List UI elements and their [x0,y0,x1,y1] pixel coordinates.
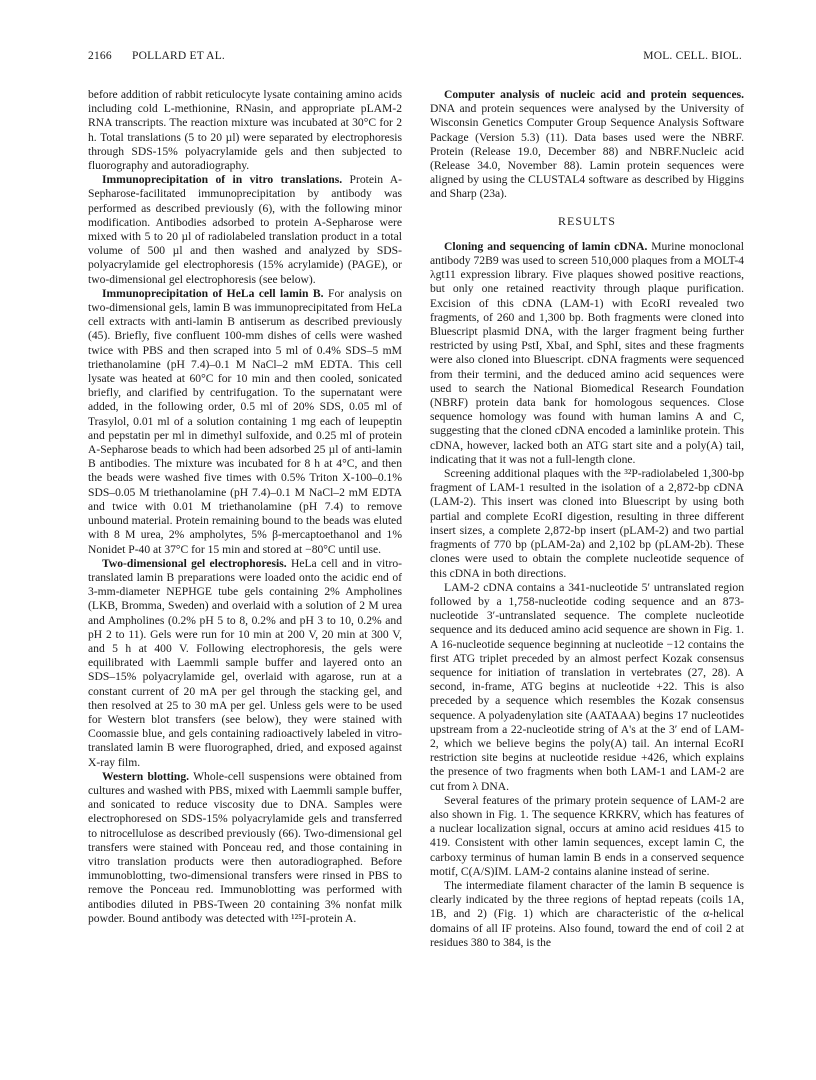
page-number: 2166 [88,50,112,62]
paragraph-lam2-cdna: LAM-2 cDNA contains a 341-nucleotide 5′ untranslated region followed by a 1,758-nucleotide coding sequence and an 873-nucleotide 3′-untranslated sequence. The complete nucleotide sequence and its deduced amino acid sequence are shown in Fig. 1. A 16-nucleotide sequence beginning at nucleotide −12 contains the first ATG triplet preceded by an almost perfect Kozak consensus sequence for initiation of translation in vertebrates (27, 28). A second, in-frame, ATG begins at nucleotide +22. This is also preceded by a sequence which resembles the Kozak consensus sequence. A polyadenylation site (AATAAA) begins 17 nucleotides upstream from a 22-nucleotide string of A's at the 3′ end of LAM-2, which we believe begins the poly(A) tail. An internal EcoRI restriction site begins at nucleotide residue +426, which explains the presence of two fragments when both LAM-1 and LAM-2 are cut from λ DNA. [430,580,744,793]
paragraph-screening: Screening additional plaques with the ³²P-radiolabeled 1,300-bp fragment of LAM-1 resulted in the isolation of a 2,872-bp cDNA (LAM-2). This insert was cloned into Bluescript by using both partial and complete EcoRI digestion, resulting in three different insert sizes, a complete 2,872-bp insert (pLAM-2) and two partial fragments of 770 bp (pLAM-2a) and 2,102 bp (pLAM-2b). These clones were used to obtain the complete nucleotide sequence of this cDNA in both directions. [430,467,744,580]
run-in-heading: Western blotting. [102,769,190,783]
running-header [88,50,742,72]
run-in-heading: Immunoprecipitation of HeLa cell lamin B. [102,286,324,300]
section-cloning-sequencing [430,240,744,467]
continued-paragraph: before addition of rabbit reticulocyte lysate containing amino acids including cold L-methionine, RNasin, and appropriate pLAM-2 RNA transcripts. The reaction mixture was incubated at 30°C for 2 h. Total translations (5 to 20 µl) were separated by electrophoresis through SDS-15% polyacrylamide gels and then subjected to fluorography and autoradiography. [88,88,402,173]
results-heading: RESULTS [558,213,616,228]
section-text: DNA and protein sequences were analysed by the University of Wisconsin Genetics Computer Group Sequence Analysis Software Package (Version 5.3) (11). Data bases used were the NBRF. Protein (Release 19.0, December 88) and NBRF.Nucleic acid (Release 34.0, November 88). Lamin protein sequences were aligned by using the CLUSTAL4 software as described by Higgins and Sharp (23a). [430,102,744,201]
section-text: Murine monoclonal antibody 72B9 was used to screen 510,000 plaques from a MOLT-4 λgt11 expression library. Five plaques showed positive reactions, but only one retained reactivity through plaque purification. Excision of this cDNA (LAM-1) with EcoRI revealed two fragments, of 260 and 1,300 bp. Both fragments were cloned into Bluescript plasmid DNA, with the larger fragment being further restricted by using PstI, XbaI, and SphI, sites and these fragments were also cloned into Bluescript. cDNA fragments were sequenced from their termini, and the deduced amino acid sequences were used to search the National Biomedical Research Foundation (NBRF) protein data bank for homologous sequences. Close sequence homology was found with human lamins A and C, suggesting that the cloned cDNA encoded a laminlike protein. This cDNA, however, lacked both an ATG start site and a poly(A) tail, indicating that it was not a full-length clone. [430,239,745,466]
paragraph-protein-features: Several features of the primary protein sequence of LAM-2 are also shown in Fig. 1. The sequence KRKRV, which has features of a nuclear localization signal, occurs at amino acid residues 415 to 419. Consistent with other lamin sequences, except lamin C, the carboxy terminus of human lamin B ends in a conserved sequence motif, C(A/S)IM. LAM-2 contains alanine instead of serine. [430,793,744,878]
section-two-dimensional-gel [88,557,402,770]
section-text: Whole-cell suspensions were obtained from cultures and washed with PBS, mixed with Laemmli sample buffer, and sonicated to reduce viscosity due to DNA. Samples were electrophoresed on SDS-15% polyacrylamide gels and transferred to nitrocellulose as described previously (66). Two-dimensional gel transfers were stained with Ponceau red, and those containing in vitro translation products were then autoradiographed. Before immunoblotting, two-dimensional transfers were rinsed in PBS to remove the Ponceau red. Immunoblotting was performed with antibodies diluted in PBS-Tween 20 containing 3% nonfat milk powder. Bound antibody was detected with ¹²⁵I-protein A. [88,769,402,925]
running-authors: POLLARD ET AL. [132,50,225,62]
run-in-heading: Computer analysis of nucleic acid and protein sequences. [444,88,744,101]
paragraph-intermediate-filament: The intermediate filament character of the lamin B sequence is clearly indicated by the three regions of heptad repeats (coils 1A, 1B, and 2) (Fig. 1) which are characteristic of the α-helical domains of all IF proteins. Also found, toward the end of coil 2 at residues 380 to 384, is the [430,878,744,949]
run-in-heading: Two-dimensional gel electrophoresis. [102,556,287,570]
run-in-heading: Cloning and sequencing of lamin cDNA. [444,239,648,253]
section-immunoprecipitation-hela [88,287,402,557]
section-immunoprecipitation-translations [88,173,402,287]
section-text: HeLa cell and in vitro-translated lamin B preparations were loaded onto the acidic end of 3-mm-diameter NEPHGE tube gels containing 2% Ampholines (LKB, Bromma, Sweden) and overlaid with a solution of 2 M urea and Ampholines (0.2% pH 5 to 8, 0.2% and pH 3 to 10, 0.2% and pH 2 to 11). Gels were run for 10 min at 200 V, 20 min at 300 V, and 5 h at 400 V. Following electrophoresis, the gels were equilibrated with Laemmli sample buffer and layered onto an SDS–15% polyacrylamide gel, overlaid with agarose, run at a constant current of 20 mA per gel through the stacking gel, and then resolved at 25 to 30 mA per gel. Unless gels were to be used for Western blot transfers (see below), they were stained with Coomassie blue, and gels containing radioactively labeled in vitro-translated lamin B were fluorographed, dried, and exposed against X-ray film. [88,556,402,769]
section-text: Protein A-Sepharose-facilitated immunoprecipitation by antibody was performed as described previously (6), with the following minor modification. Antibodies adsorbed to protein A-Sepharose were mixed with 5 to 20 µl of radiolabeled translation product in a total volume of 500 µl and then washed and analyzed by SDS-polyacrylamide gel electrophoresis (15% acrylamide) (PAGE), or two-dimensional gel electrophoresis (see below). [88,173,403,286]
section-text: For analysis on two-dimensional gels, lamin B was immunoprecipitated from HeLa cell extracts with anti-lamin B antiserum as described previously (45). Briefly, five confluent 100-mm dishes of cells were washed twice with PBS and then scraped into 5 ml of 0.4% SDS–5 mM triethanolamine (pH 7.4)–0.1 M NaCl–2 mM EDTA. This cell lysate was heated at 60°C for 10 min and then cooled, sonicated briefly, and clarified by centrifugation. To the supernatant were added, in the following order, 0.5 ml of 20% SDS, 0.05 ml of Trasylol, 0.01 ml of a solution containing 1 mg each of leupeptin and pepstatin per ml in dimethyl sulfoxide, and 0.25 ml of protein A-Sepharose beads to which had been adsorbed 25 µl of anti-lamin B antibodies. The mixture was incubated for 8 h at 4°C, and then the beads were washed five times with 0.5% Triton X-100–0.1% SDS–0.05 M triethanolamine (pH 7.4)–0.1 M NaCl–2 mM EDTA and twice with 0.01 M triethanolamine (pH 7.4) to remove unbound material. Protein remaining bound to the beads was eluted with 8 M urea, 2% ampholytes, 5% β-mercaptoethanol and 1% Nonidet P-40 at 37°C for 15 min and stored at −80°C until use. [88,286,402,556]
journal-name: MOL. CELL. BIOL. [643,50,742,62]
left-column [88,88,402,926]
run-in-heading: Immunoprecipitation of in vitro translations. [102,173,343,187]
section-computer-analysis [430,88,744,202]
section-western-blotting [88,770,402,926]
right-column [430,88,744,950]
